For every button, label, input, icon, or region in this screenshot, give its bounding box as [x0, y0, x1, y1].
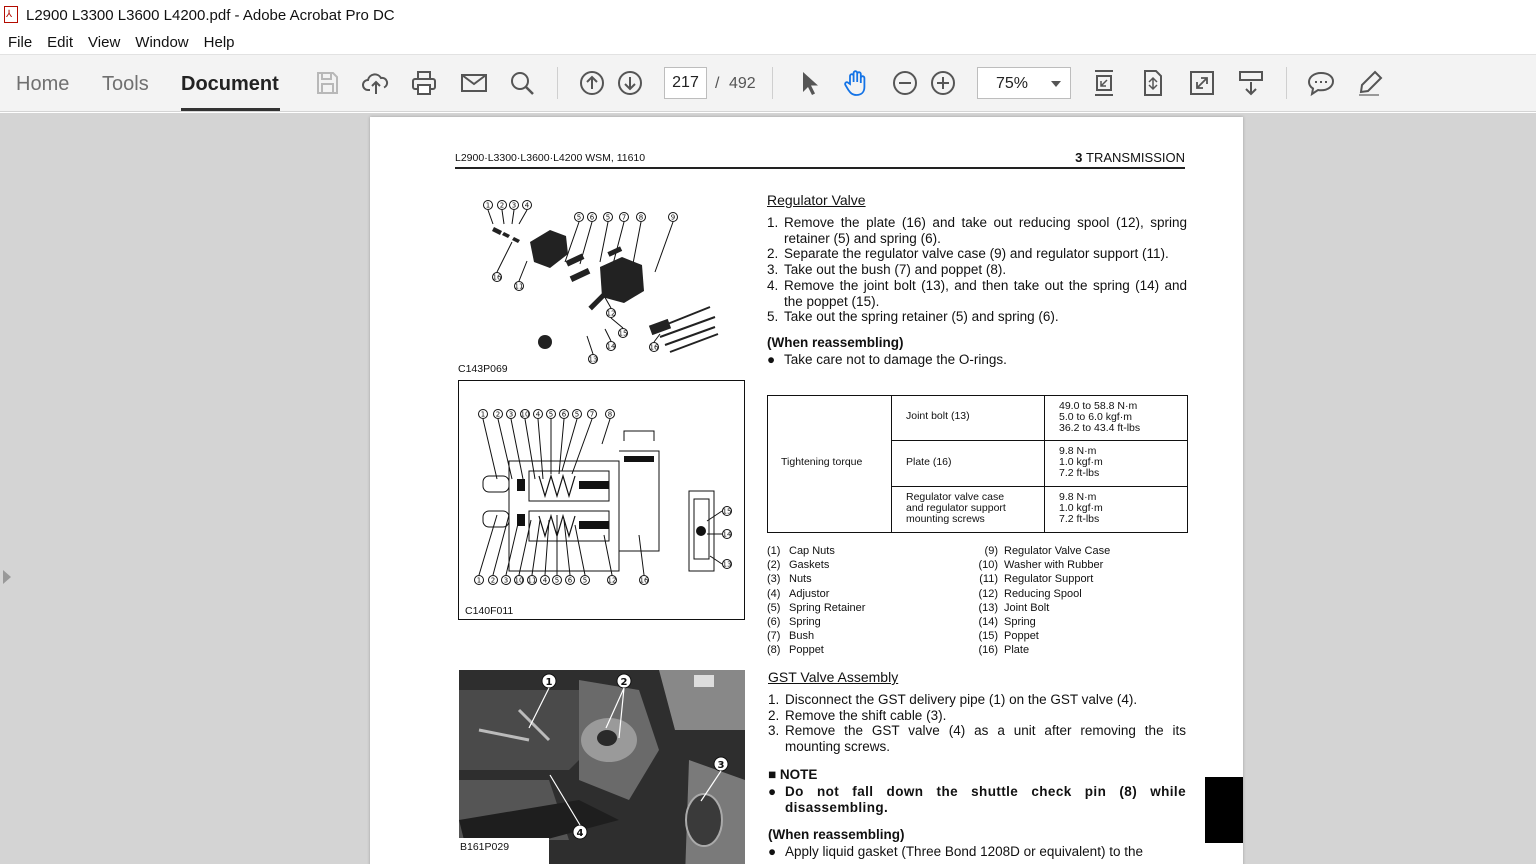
save-icon[interactable]	[310, 66, 344, 100]
svg-text:5: 5	[605, 213, 611, 222]
menu-bar	[0, 30, 1536, 54]
expand-panel-arrow-icon[interactable]	[3, 570, 11, 584]
svg-text:14: 14	[606, 342, 616, 351]
table-cell: and regulator support	[906, 502, 1006, 514]
svg-text:3: 3	[503, 576, 509, 585]
svg-text:11: 11	[514, 282, 524, 291]
list-item: (3) Nuts	[767, 573, 812, 586]
figure-caption: C143P069	[458, 363, 508, 375]
tab-tools[interactable]: Tools	[102, 73, 149, 95]
svg-text:13: 13	[722, 560, 732, 569]
reassembly-heading: (When reassembling)	[767, 334, 904, 350]
document-viewer[interactable]	[0, 113, 1536, 864]
gst-valve-photo	[459, 670, 745, 864]
svg-text:7: 7	[621, 213, 627, 222]
toolbar-separator	[1286, 67, 1287, 99]
section-title: GST Valve Assembly	[768, 669, 899, 685]
table-cell: 9.8 N·m	[1059, 491, 1097, 503]
bullet-item: ● Take care not to damage the O-rings.	[767, 351, 1007, 367]
fit-page-icon[interactable]	[1087, 66, 1121, 100]
svg-text:4: 4	[535, 410, 541, 419]
step-list	[767, 215, 1187, 325]
page-number-input[interactable]: 217	[664, 67, 707, 99]
svg-text:15: 15	[618, 329, 628, 338]
torque-table	[767, 395, 1188, 533]
svg-text:15: 15	[722, 507, 732, 516]
photo-callout: 1	[545, 677, 553, 688]
svg-text:1: 1	[480, 410, 486, 419]
list-item: (11) Regulator Support	[979, 573, 1094, 586]
toolbar-separator	[772, 67, 773, 99]
svg-text:5: 5	[574, 410, 580, 419]
list-item: (7) Bush	[767, 630, 815, 643]
svg-text:2: 2	[499, 201, 505, 210]
note-heading: ■ NOTE	[768, 766, 818, 782]
svg-text:12: 12	[606, 309, 616, 318]
svg-text:8: 8	[607, 410, 613, 419]
highlight-pen-icon[interactable]	[1353, 66, 1387, 100]
regulator-section	[767, 192, 1187, 368]
scroll-mode-icon[interactable]	[1136, 66, 1170, 100]
svg-text:6: 6	[567, 576, 573, 585]
table-cell: 1.0 kgf·m	[1059, 502, 1103, 514]
window-title: L2900 L3300 L3600 L4200.pdf - Adobe Acrobat Pro DC	[26, 6, 395, 24]
exploded-view-figure	[470, 197, 740, 365]
list-item: 5. Take out the spring retainer (5) and spring (6).	[767, 309, 1059, 325]
list-item: (13) Joint Bolt	[978, 601, 1050, 614]
svg-text:10: 10	[514, 576, 524, 585]
step-list	[768, 692, 1186, 755]
page-header-right	[1075, 150, 1185, 165]
svg-text:11: 11	[527, 576, 537, 585]
zoom-out-icon[interactable]	[888, 66, 922, 100]
list-item: (9) Regulator Valve Case	[984, 545, 1111, 557]
zoom-in-icon[interactable]	[926, 66, 960, 100]
svg-text:6: 6	[561, 410, 567, 419]
menu-help[interactable]: Help	[203, 33, 235, 51]
svg-text:5: 5	[548, 410, 554, 419]
menu-file[interactable]: File	[8, 33, 33, 51]
note-square-icon: ■	[768, 766, 777, 782]
menu-window[interactable]: Window	[135, 33, 189, 51]
svg-text:3: 3	[508, 410, 514, 419]
toolbar-separator	[557, 67, 558, 99]
svg-text:16: 16	[649, 343, 659, 352]
next-page-icon[interactable]	[613, 66, 647, 100]
svg-text:14: 14	[722, 530, 732, 539]
parts-legend-left	[767, 544, 865, 658]
svg-text:12: 12	[607, 576, 617, 585]
menu-view[interactable]: View	[88, 33, 121, 51]
svg-text:5: 5	[576, 213, 582, 222]
list-item: 4. Remove the joint bolt (13), and then take out the spring (14) and the poppet (15).	[767, 277, 1187, 309]
list-item: 2. Separate the regulator valve case (9) and regulator support (11).	[767, 246, 1169, 262]
zoom-value: 75%	[996, 75, 1029, 92]
toolbar	[0, 54, 1536, 112]
table-cell: 7.2 ft-lbs	[1059, 467, 1100, 479]
list-item: (1) Cap Nuts	[767, 545, 835, 557]
chapter-title: TRANSMISSION	[1086, 150, 1185, 165]
list-item: (12) Reducing Spool	[978, 587, 1082, 600]
tab-home[interactable]: Home	[16, 73, 70, 95]
header-rule	[455, 167, 1185, 169]
list-item: 1. Disconnect the GST delivery pipe (1) on the GST valve (4).	[768, 692, 1138, 707]
svg-text:4: 4	[542, 576, 548, 585]
photo-callout: 3	[717, 760, 725, 771]
svg-text:4: 4	[524, 201, 530, 210]
tab-document[interactable]: Document	[181, 73, 279, 95]
reassembly-heading: (When reassembling)	[768, 827, 905, 843]
list-item: (5) Spring Retainer	[767, 601, 866, 614]
cross-section-drawing	[459, 381, 744, 601]
title-bar	[0, 0, 1536, 30]
page-header-left: L2900·L3300·L3600·L4200 WSM, 11610	[455, 152, 646, 164]
search-icon[interactable]	[505, 66, 539, 100]
prev-page-icon[interactable]	[575, 66, 609, 100]
svg-text:9: 9	[670, 213, 676, 222]
list-item: 2. Remove the shift cable (3).	[768, 707, 947, 723]
table-cell: 36.2 to 43.4 ft-lbs	[1059, 422, 1141, 434]
photo-callout: 4	[576, 828, 584, 839]
table-cell: 1.0 kgf·m	[1059, 456, 1103, 468]
bullet-item: ● Apply liquid gasket (Three Bond 1208D or equivalent) to the	[768, 844, 1143, 860]
svg-text:10: 10	[520, 410, 530, 419]
table-label: Tightening torque	[781, 456, 863, 468]
list-item: (4) Adjustor	[767, 587, 830, 600]
page-side-tab	[1205, 777, 1243, 843]
pdf-page	[370, 117, 1243, 864]
read-mode-icon[interactable]	[1234, 66, 1268, 100]
table-cell: Plate (16)	[906, 456, 952, 468]
upload-cloud-icon[interactable]	[359, 66, 393, 100]
table-cell: 9.8 N·m	[1059, 445, 1097, 457]
svg-text:7: 7	[589, 410, 595, 419]
print-icon[interactable]	[407, 66, 441, 100]
list-item: (10) Washer with Rubber	[978, 559, 1104, 572]
list-item: 1. Remove the plate (16) and take out reducing spool (12), spring retainer (5) and spring (6).	[767, 215, 1187, 246]
section-title: Regulator Valve	[767, 192, 866, 208]
list-item: (14) Spring	[978, 616, 1036, 629]
chapter-number: 3	[1075, 150, 1083, 165]
svg-text:5: 5	[582, 576, 588, 585]
photo-callout: 2	[620, 677, 628, 688]
list-item: 3. Take out the bush (7) and poppet (8).	[767, 262, 1007, 278]
page-separator: /	[715, 75, 720, 92]
email-icon[interactable]	[457, 66, 491, 100]
table-cell: mounting screws	[906, 513, 985, 525]
svg-text:13: 13	[588, 355, 598, 364]
svg-text:1: 1	[476, 576, 482, 585]
gst-section	[768, 669, 1186, 860]
menu-edit[interactable]: Edit	[47, 33, 74, 51]
cross-section-diagram	[458, 380, 745, 620]
list-item: (8) Poppet	[767, 644, 824, 657]
list-item: (15) Poppet	[978, 630, 1039, 643]
parts-legend-right	[976, 544, 1110, 658]
table-cell: 7.2 ft-lbs	[1059, 513, 1100, 525]
page-total: 492	[729, 75, 756, 92]
table-cell: 5.0 to 6.0 kgf·m	[1059, 411, 1132, 423]
svg-text:3: 3	[511, 201, 517, 210]
comment-icon[interactable]	[1304, 66, 1338, 100]
zoom-select[interactable]	[977, 67, 1071, 99]
list-item: (2) Gaskets	[767, 559, 830, 572]
list-item: (16) Plate	[978, 644, 1030, 657]
svg-text:1: 1	[485, 201, 491, 210]
hand-tool-icon[interactable]	[839, 66, 873, 100]
table-cell: 49.0 to 58.8 N·m	[1059, 400, 1138, 412]
full-screen-icon[interactable]	[1185, 66, 1219, 100]
list-item: 3. Remove the GST valve (4) as a unit after removing the its mounting screws.	[768, 723, 1186, 755]
figure-caption: C140F011	[465, 605, 514, 617]
svg-text:16: 16	[492, 273, 502, 282]
figure-caption: B161P029	[460, 841, 510, 853]
table-cell: Joint bolt (13)	[906, 410, 970, 422]
active-tab-indicator	[181, 108, 280, 111]
acrobat-pdf-icon: ⅄	[4, 6, 20, 24]
svg-text:2: 2	[495, 410, 501, 419]
svg-text:8: 8	[638, 213, 644, 222]
svg-text:6: 6	[589, 213, 595, 222]
svg-text:5: 5	[554, 576, 560, 585]
select-cursor-icon[interactable]	[791, 66, 825, 100]
list-item: (6) Spring	[767, 616, 821, 629]
bullet-item: ● Do not fall down the shuttle check pin (8) while disassembling.	[768, 783, 1186, 815]
svg-text:2: 2	[490, 576, 496, 585]
svg-text:16: 16	[639, 576, 649, 585]
chevron-down-icon	[1051, 81, 1061, 87]
table-cell: Regulator valve case	[906, 491, 1005, 503]
